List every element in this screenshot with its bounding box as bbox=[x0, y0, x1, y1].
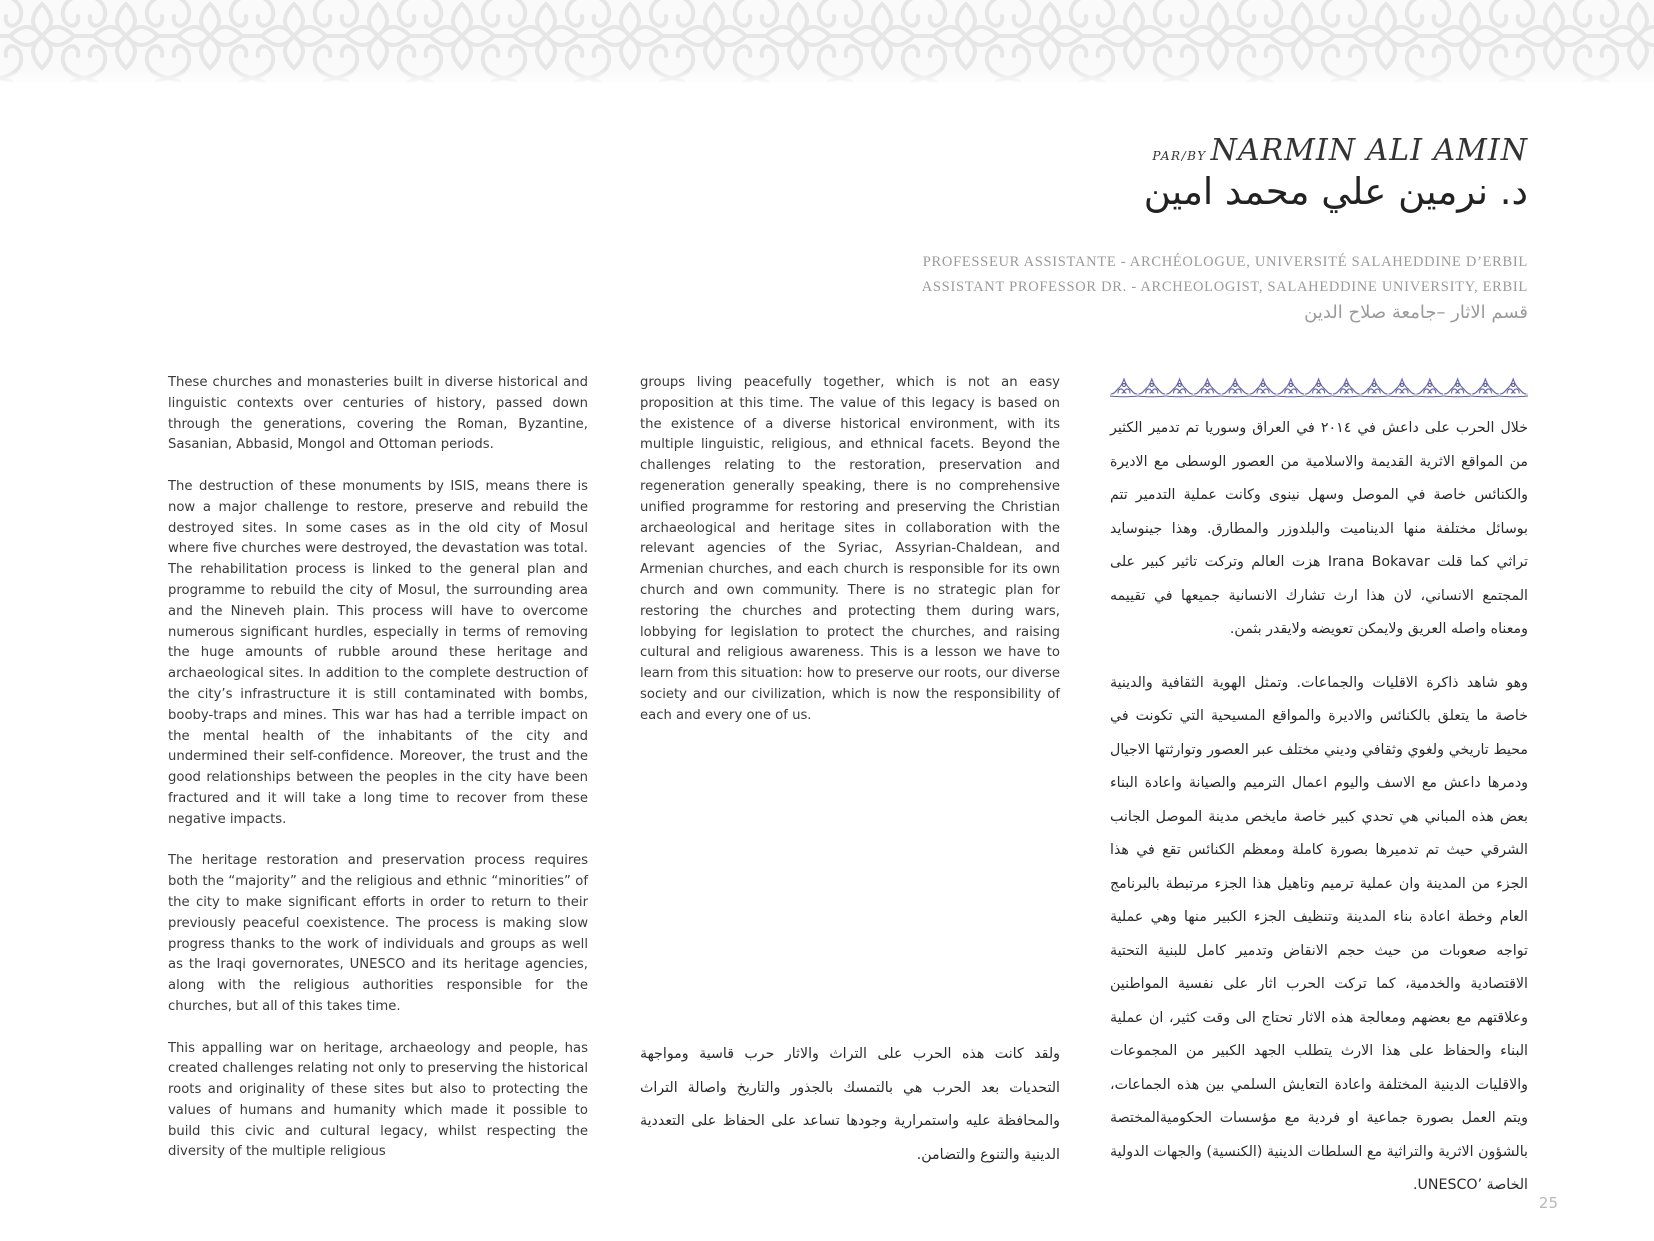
author-block bbox=[628, 133, 1528, 214]
affiliation-en: ASSISTANT PROFESSOR DR. - ARCHEOLOGIST, SALAHEDDINE UNIVERSITY, ERBIL bbox=[921, 279, 1528, 295]
arabic-paragraph: خلال الحرب على داعش في ٢٠١٤ في العراق وسوريا تم تدمير الكثير من المواقع الاثرية القديمة والاسلامية من العصور الوسطى مع الاديرة والكنائس خاصة في الموصل وسهل نينوى وكانت عملية التدمير تتم بوسائل مختلفة منها الديناميت والبلدوزر والمطارق. وهذا جينوسايد تراثي كما قلت Irana Bokavar هزت العالم وتركت تاثير كبير على المجتمع الانساني، لان هذا ارث تشارك الانسانية جميعها في تقييمه ومعناه واصله العريق ولايمكن تعويضه ولايقدر بثمن. bbox=[1110, 420, 1529, 637]
byline bbox=[628, 133, 1528, 168]
paragraph: This appalling war on heritage, archaeology and people, has created challenges relating not only to preserving the historical roots and originality of these sites but also to protecting the values of humans and humanity which made it possible to build this civic and cultural legacy, whilst respecting the diversity of the multiple religious bbox=[168, 1040, 588, 1160]
header-pattern-band bbox=[0, 0, 1654, 82]
arabic-paragraph: وهو شاهد ذاكرة الاقليات والجماعات. وتمثل الهوية الثقافية والدينية خاصة ما يتعلق بالكنائس والاديرة والمواقع المسيحية التي تكونت في محيط تاريخي ولغوي وثقافي وديني مختلف عبر العصور وتوارثتها الاجيال ودمرها داعش مع الاسف واليوم اعمال الترميم والصيانة واعادة البناء بعض هذه المباني هي تحدي كبير خاصة مايخص مدينة الموصل الجانب الشرقي حيث تم تدميرها بصورة كاملة ومعظم الكنائس تقع في هذا الجزء من المدينة وان عملية ترميم وتاهيل هذا الجزء مرتبطة بالبرنامج العام وخطة اعادة بناء المدينة وتنظيف الجزء الكبير منها وهي عملية تواجه صعوبات من حيث حجم الانقاض وتدمير كامل للبنية التحتية الاقتصادية والخدمية، كما تركت الحرب اثار على نفسية المواطنين وعلاقتهم مع بعضهم ومعالجة هذه الاثار تحتاج الى وقت كثير، ان عملية البناء والحفاظ على هذا الارث يتطلب الجهد الكبير من المجموعات والاقليات الدينية المختلفة واعادة التعايش السلمي بين هذه الجماعات، ويتم العمل بصورة جماعية او فردية مع مؤسسات الحكوميةالمختصة بالشؤون الاثرية والتراثية مع السلطات الدينية (الكنسية) والجهات الدولية الخاصة ’UNESCO. bbox=[1110, 674, 1528, 1193]
par-by-label: PAR/BY bbox=[1152, 149, 1207, 163]
left-column bbox=[168, 373, 588, 1184]
author-name-ar: د. نرمين علي محمد امين bbox=[1143, 170, 1528, 213]
affiliation-ar: قسم الاثار –جامعة صلاح الدين bbox=[1304, 302, 1528, 323]
arabesque-border-icon bbox=[1110, 376, 1528, 398]
paragraph: These churches and monasteries built in diverse historical and linguistic contexts over centuries of history, passed down through the generations, covering the Roman, Byzantine, Sasanian, Abbasid, Mongol and Ottoman periods. bbox=[168, 375, 588, 453]
middle-column bbox=[640, 373, 1060, 747]
right-column bbox=[1110, 376, 1528, 1203]
paragraph: The heritage restoration and preservation process requires both the “majority” and the religious and ethnic “minorities” of the city to make significant efforts in order to return to their previously peaceful coexistence. The process is making slow progress thanks to the work of individuals and groups as well as the Iraqi governorates, UNESCO and its heritage agencies, along with the religious authorities responsible for the churches, but all of this takes time. bbox=[168, 853, 588, 1014]
middle-arabic-block bbox=[640, 1038, 1060, 1172]
page-number: 25 bbox=[1538, 1194, 1558, 1212]
arabic-paragraph: ولقد كانت هذه الحرب على التراث والاثار حرب قاسية ومواجهة التحديات بعد الحرب هي بالتمسك بالجذور والتاريخ واصالة التراث والمحافظة عليه واستمرارية وجودها تساعد على الحفاظ على التعددية الدينية والتنوع والتضامن. bbox=[640, 1046, 1060, 1163]
paragraph: groups living peacefully together, which is not an easy proposition at this time. The value of this legacy is based on the existence of a diverse historical environment, with its multiple linguistic, religious, and ethnical facets. Beyond the challenges relating to the restoration, preservation and regeneration generally speaking, there is no comprehensive unified programme for restoring and preserving the Christian archaeological and heritage sites in collaboration with the relevant agencies of the Syriac, Assyrian-Chaldean, and Armenian churches, and each church is responsible for its own church and own community. There is no strategic plan for restoring the churches and protecting them during wars, lobbying for legislation to protect the churches, and raising cultural and religious awareness. This is a lesson we have to learn from this situation: how to preserve our roots, our diverse society and our civilization, which is now the responsibility of each and every one of us. bbox=[640, 375, 1060, 723]
author-name-en: NARMIN ALI AMIN bbox=[1210, 133, 1528, 168]
affiliations bbox=[922, 250, 1528, 326]
floral-lattice-pattern-icon bbox=[0, 0, 1654, 82]
affiliation-fr: PROFESSEUR ASSISTANTE - ARCHÉOLOGUE, UNIVERSITÉ SALAHEDDINE D’ERBIL bbox=[922, 254, 1528, 270]
paragraph: The destruction of these monuments by ISIS, means there is now a major challenge to restore, preserve and rebuild the destroyed sites. In some cases as in the old city of Mosul where five churches were destroyed, the devastation was total. The rehabilitation process is linked to the general plan and programme to rebuild the city of Mosul, the surrounding area and the Nineveh plain. This process will have to overcome numerous significant hurdles, especially in terms of removing the huge amounts of rubble around these heritage and archaeological sites. In addition to the complete destruction of the city’s infrastructure it is still contaminated with bombs, booby-traps and mines. This war has had a terrible impact on the mental health of the inhabitants of the city and undermined their self-confidence. Moreover, the trust and the good relationships between the peoples in the city have been fractured and it will take a long time to recover from these negative impacts. bbox=[168, 478, 588, 827]
